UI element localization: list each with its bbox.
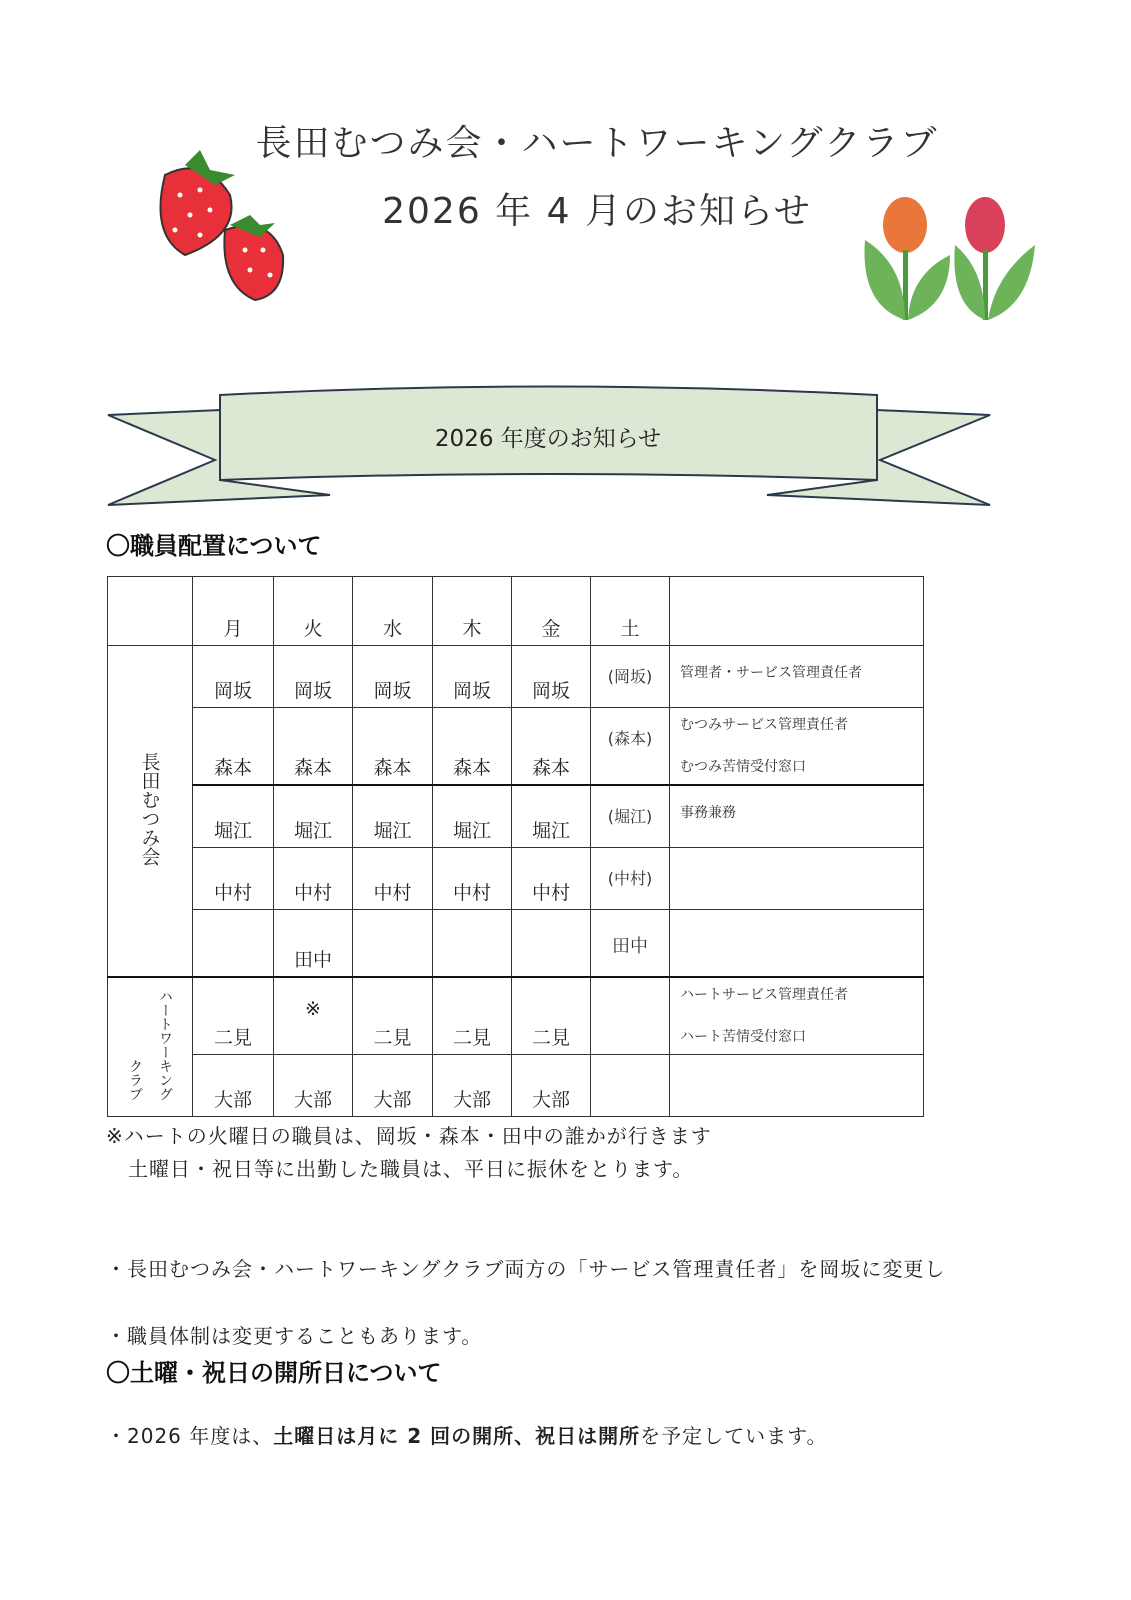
day-sat: 土 <box>591 577 670 646</box>
corner-cell <box>108 577 193 646</box>
staff-cell <box>512 909 591 977</box>
role-note: ハートサービス管理責任者 <box>680 987 848 1003</box>
tulip-icon <box>860 195 1040 330</box>
role-note-cell <box>670 708 924 786</box>
group-name-line2: クラブ <box>127 1059 143 1101</box>
day-wed: 水 <box>353 577 433 646</box>
table-row <box>108 847 924 909</box>
staff-cell <box>353 909 433 977</box>
staff-cell: 森本 <box>433 708 512 786</box>
role-note: 管理者・サービス管理責任者 <box>680 665 862 681</box>
staff-cell: 二見 <box>193 977 274 1055</box>
staff-cell: 森本 <box>274 708 353 786</box>
staff-cell: 岡坂 <box>193 646 274 708</box>
staff-cell: 中村 <box>274 847 353 909</box>
staff-cell: 中村 <box>512 847 591 909</box>
role-note-cell <box>670 646 924 708</box>
note-line-1: ※ハートの火曜日の職員は、岡坂・森本・田中の誰かが行きます <box>106 1124 712 1148</box>
role-note: ハート苦情受付窓口 <box>680 1029 806 1045</box>
section-heading-staff: 〇職員配置について <box>106 532 322 560</box>
staff-cell: 大部 <box>433 1055 512 1117</box>
table-row <box>108 977 924 1055</box>
group-name: 長田むつみ会 <box>138 751 161 866</box>
role-note-cell <box>670 785 924 847</box>
note-line-4: ・職員体制は変更することもあります。 <box>106 1324 483 1348</box>
staff-cell: 大部 <box>353 1055 433 1117</box>
note-line-2: 土曜日・祝日等に出勤した職員は、平日に振休をとります。 <box>128 1157 694 1181</box>
role-note-cell <box>670 847 924 909</box>
staff-cell: 堀江 <box>353 785 433 847</box>
group-name-line1: ハートワーキング <box>157 989 173 1101</box>
staff-cell: 岡坂 <box>274 646 353 708</box>
staff-cell: 二見 <box>512 977 591 1055</box>
table-row <box>108 909 924 977</box>
staff-cell: 中村 <box>193 847 274 909</box>
staff-cell: 二見 <box>353 977 433 1055</box>
saturday-text-pre: ・2026 年度は、 <box>106 1424 274 1448</box>
table-row <box>108 785 924 847</box>
staff-cell <box>193 909 274 977</box>
staff-cell: 岡坂 <box>512 646 591 708</box>
note-line-3: ・長田むつみ会・ハートワーキングクラブ両方の「サービス管理責任者」を岡坂に変更し <box>106 1257 946 1281</box>
staff-cell: 二見 <box>433 977 512 1055</box>
staff-cell: 岡坂 <box>353 646 433 708</box>
day-mon: 月 <box>193 577 274 646</box>
role-note: むつみ苦情受付窓口 <box>680 759 806 775</box>
group-label-heart <box>108 977 193 1117</box>
staff-cell: 森本 <box>193 708 274 786</box>
day-tue: 火 <box>274 577 353 646</box>
staff-cell: 大部 <box>512 1055 591 1117</box>
staff-cell: 岡坂 <box>433 646 512 708</box>
saturday-cell: (岡坂) <box>591 646 670 708</box>
role-note-cell <box>670 977 924 1055</box>
role-note: むつみサービス管理責任者 <box>680 717 848 733</box>
staff-cell: 堀江 <box>274 785 353 847</box>
table-row <box>108 646 924 708</box>
table-header-row <box>108 577 924 646</box>
note-header <box>670 577 924 646</box>
role-note: 事務兼務 <box>680 805 736 821</box>
saturday-cell: (堀江) <box>591 785 670 847</box>
staff-cell: 森本 <box>353 708 433 786</box>
role-note-cell <box>670 909 924 977</box>
saturday-cell: (森本) <box>591 708 670 786</box>
staff-cell: 中村 <box>353 847 433 909</box>
section-heading-saturday: 〇土曜・祝日の開所日について <box>106 1359 442 1387</box>
staff-cell: 大部 <box>193 1055 274 1117</box>
staff-cell: 中村 <box>433 847 512 909</box>
saturday-text-bold: 土曜日は月に 2 回の開所、祝日は開所 <box>273 1424 641 1448</box>
table-row <box>108 708 924 786</box>
day-fri: 金 <box>512 577 591 646</box>
staff-cell <box>433 909 512 977</box>
role-note-cell <box>670 1055 924 1117</box>
saturday-cell <box>591 977 670 1055</box>
staff-cell: ※ <box>274 977 353 1055</box>
banner-label: 2026 年度のお知らせ <box>434 426 662 452</box>
day-thu: 木 <box>433 577 512 646</box>
strawberry-icon <box>145 145 295 305</box>
table-row <box>108 1055 924 1117</box>
saturday-cell: 田中 <box>591 909 670 977</box>
saturday-cell: (中村) <box>591 847 670 909</box>
staff-cell: 田中 <box>274 909 353 977</box>
staff-cell: 大部 <box>274 1055 353 1117</box>
title-line-2: 2026 年 4 月のお知らせ <box>382 191 812 232</box>
staff-cell: 堀江 <box>193 785 274 847</box>
staff-cell: 堀江 <box>433 785 512 847</box>
group-label-mutsumi <box>108 646 193 978</box>
saturday-text-post: を予定しています。 <box>640 1424 828 1448</box>
title-line-1: 長田むつみ会・ハートワーキングクラブ <box>255 123 939 164</box>
saturday-info <box>106 1420 828 1449</box>
saturday-cell <box>591 1055 670 1117</box>
staff-cell: 森本 <box>512 708 591 786</box>
staff-table <box>107 576 924 1117</box>
staff-cell: 堀江 <box>512 785 591 847</box>
